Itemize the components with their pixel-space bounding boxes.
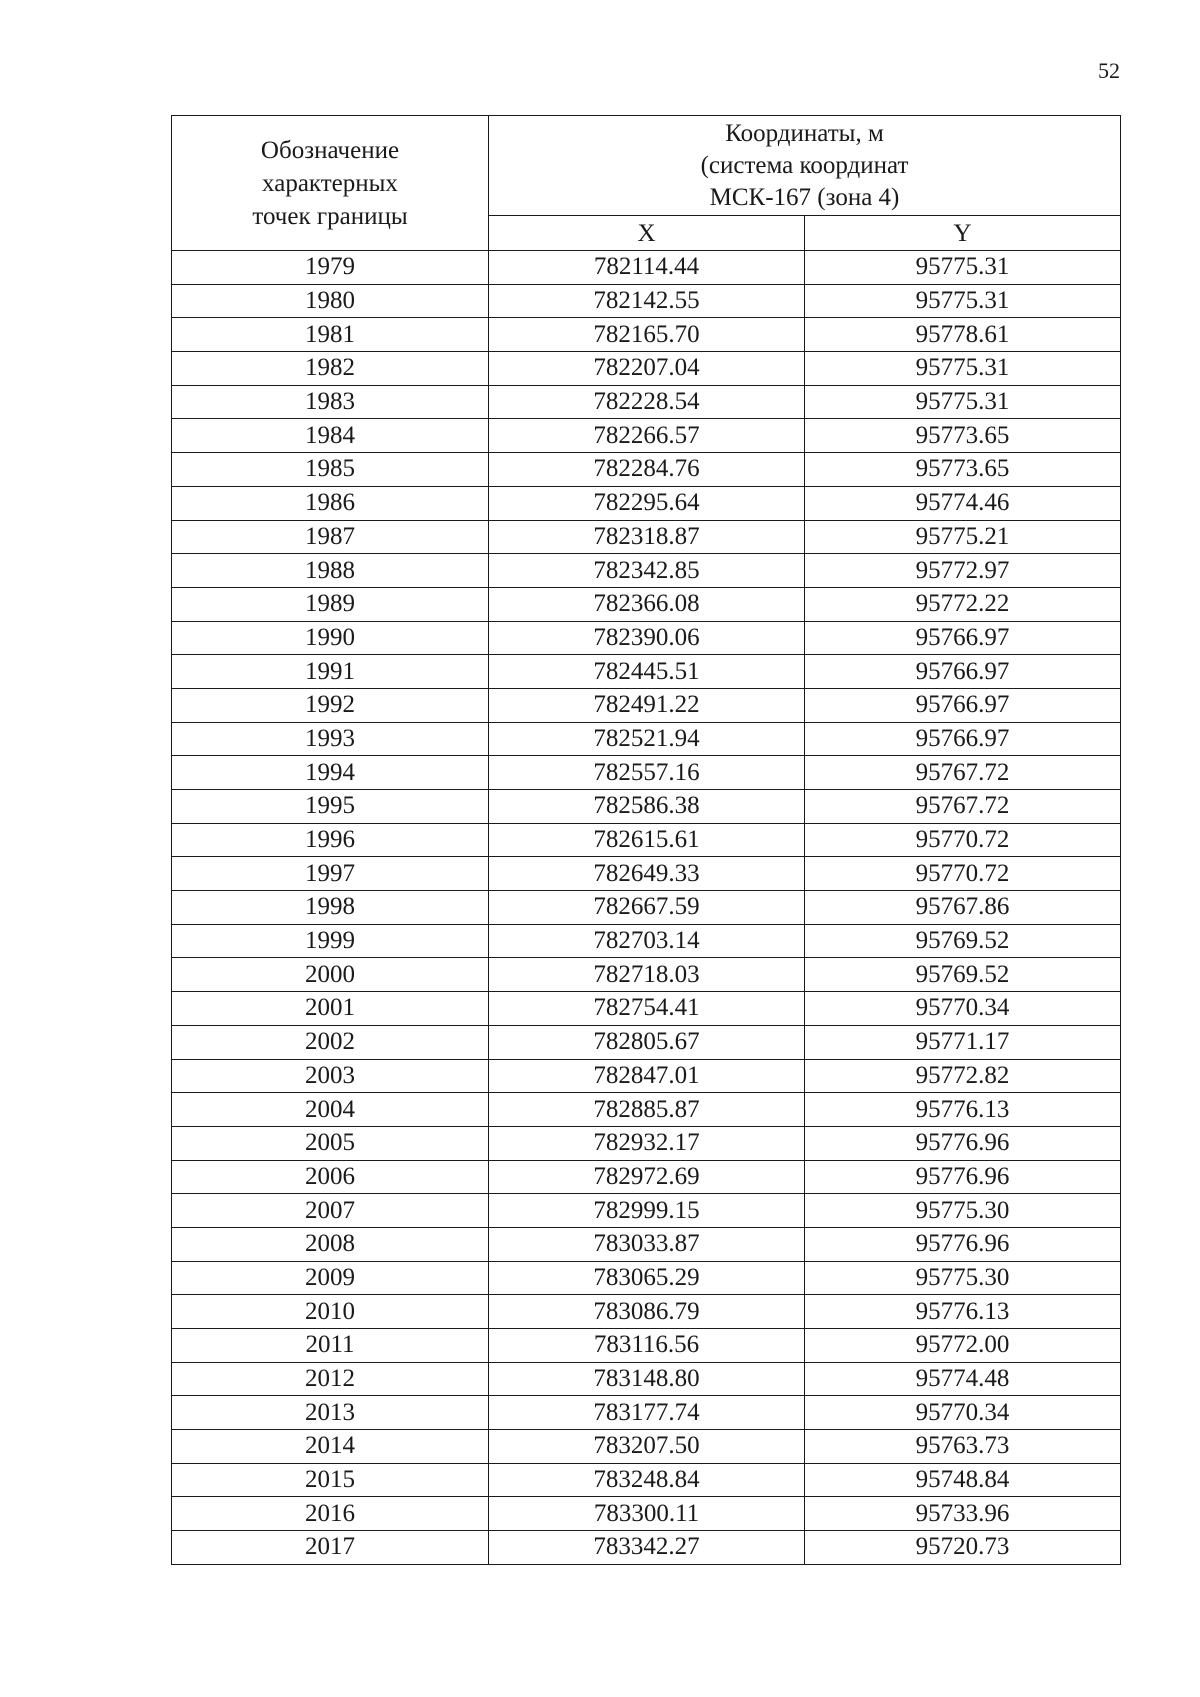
point-id-cell: 1988: [172, 554, 489, 588]
table-header: [172, 116, 1121, 251]
table-row: [172, 756, 1121, 790]
table-row: [172, 352, 1121, 386]
x-coordinate-cell: 782932.17: [489, 1126, 805, 1160]
x-coordinate-cell: 782491.22: [489, 688, 805, 722]
table-row: [172, 1160, 1121, 1194]
y-coordinate-cell: 95769.52: [805, 958, 1121, 992]
table-row: [172, 1497, 1121, 1531]
x-coordinate-cell: 782667.59: [489, 891, 805, 925]
x-coordinate-cell: 783177.74: [489, 1396, 805, 1430]
x-coordinate-cell: 782342.85: [489, 554, 805, 588]
table-row: [172, 924, 1121, 958]
table-row: [172, 823, 1121, 857]
table-row: [172, 790, 1121, 824]
x-coordinate-cell: 783086.79: [489, 1295, 805, 1329]
point-id-cell: 2012: [172, 1362, 489, 1396]
x-column-header: X: [489, 216, 805, 251]
coordinates-header: [489, 116, 1121, 216]
x-coordinate-cell: 782557.16: [489, 756, 805, 790]
table-row: [172, 520, 1121, 554]
y-coordinate-cell: 95775.31: [805, 284, 1121, 318]
table-row: [172, 419, 1121, 453]
x-coordinate-cell: 782885.87: [489, 1093, 805, 1127]
table-row: [172, 1227, 1121, 1261]
point-id-cell: 1987: [172, 520, 489, 554]
y-coordinate-cell: 95770.34: [805, 992, 1121, 1026]
table-row: [172, 251, 1121, 285]
y-coordinate-cell: 95767.86: [805, 891, 1121, 925]
x-coordinate-cell: 782615.61: [489, 823, 805, 857]
x-coordinate-cell: 782999.15: [489, 1194, 805, 1228]
x-coordinate-cell: 783342.27: [489, 1531, 805, 1565]
table-row: [172, 621, 1121, 655]
y-coordinate-cell: 95775.21: [805, 520, 1121, 554]
x-coordinate-cell: 782847.01: [489, 1059, 805, 1093]
table-row: [172, 1194, 1121, 1228]
point-id-cell: 1983: [172, 385, 489, 419]
y-coordinate-cell: 95766.97: [805, 688, 1121, 722]
y-coordinate-cell: 95771.17: [805, 1025, 1121, 1059]
point-id-cell: 1999: [172, 924, 489, 958]
x-coordinate-cell: 782703.14: [489, 924, 805, 958]
point-designation-header: [172, 116, 489, 251]
point-id-cell: 2000: [172, 958, 489, 992]
table-row: [172, 891, 1121, 925]
x-coordinate-cell: 782754.41: [489, 992, 805, 1026]
point-id-cell: 1995: [172, 790, 489, 824]
x-coordinate-cell: 782207.04: [489, 352, 805, 386]
y-coordinate-cell: 95748.84: [805, 1463, 1121, 1497]
table-row: [172, 722, 1121, 756]
y-coordinate-cell: 95733.96: [805, 1497, 1121, 1531]
y-coordinate-cell: 95776.13: [805, 1093, 1121, 1127]
x-coordinate-cell: 782366.08: [489, 587, 805, 621]
x-coordinate-cell: 783148.80: [489, 1362, 805, 1396]
x-coordinate-cell: 782586.38: [489, 790, 805, 824]
y-coordinate-cell: 95773.65: [805, 419, 1121, 453]
coords-header-line: Координаты, м: [725, 119, 884, 147]
table-row: [172, 1059, 1121, 1093]
x-coordinate-cell: 782318.87: [489, 520, 805, 554]
y-coordinate-cell: 95763.73: [805, 1430, 1121, 1464]
y-coordinate-cell: 95770.72: [805, 857, 1121, 891]
x-coordinate-cell: 782718.03: [489, 958, 805, 992]
point-id-cell: 2006: [172, 1160, 489, 1194]
y-coordinate-cell: 95776.96: [805, 1160, 1121, 1194]
y-coordinate-cell: 95767.72: [805, 756, 1121, 790]
y-coordinate-cell: 95776.96: [805, 1126, 1121, 1160]
point-id-cell: 2017: [172, 1531, 489, 1565]
coordinates-table: [171, 115, 1121, 1565]
y-coordinate-cell: 95775.31: [805, 385, 1121, 419]
y-coordinate-cell: 95775.31: [805, 352, 1121, 386]
y-coordinate-cell: 95772.97: [805, 554, 1121, 588]
table-row: [172, 1329, 1121, 1363]
point-id-cell: 1981: [172, 318, 489, 352]
y-coordinate-cell: 95770.72: [805, 823, 1121, 857]
x-coordinate-cell: 782295.64: [489, 486, 805, 520]
table-row: [172, 1093, 1121, 1127]
point-id-cell: 1984: [172, 419, 489, 453]
point-id-cell: 1979: [172, 251, 489, 285]
y-coordinate-cell: 95766.97: [805, 722, 1121, 756]
table-row: [172, 1126, 1121, 1160]
x-coordinate-cell: 782390.06: [489, 621, 805, 655]
table-row: [172, 992, 1121, 1026]
point-id-cell: 2001: [172, 992, 489, 1026]
x-coordinate-cell: 782142.55: [489, 284, 805, 318]
table-row: [172, 486, 1121, 520]
x-coordinate-cell: 782972.69: [489, 1160, 805, 1194]
point-id-cell: 2011: [172, 1329, 489, 1363]
x-coordinate-cell: 782521.94: [489, 722, 805, 756]
table-row: [172, 1430, 1121, 1464]
point-id-cell: 2009: [172, 1261, 489, 1295]
coords-header-line: (система координат: [700, 151, 909, 179]
x-coordinate-cell: 782445.51: [489, 655, 805, 689]
point-id-cell: 1993: [172, 722, 489, 756]
x-coordinate-cell: 783116.56: [489, 1329, 805, 1363]
table-row: [172, 1463, 1121, 1497]
y-coordinate-cell: 95773.65: [805, 453, 1121, 487]
table-body: [172, 251, 1121, 1565]
point-id-cell: 2010: [172, 1295, 489, 1329]
y-coordinate-cell: 95774.48: [805, 1362, 1121, 1396]
x-coordinate-cell: 783033.87: [489, 1227, 805, 1261]
y-coordinate-cell: 95720.73: [805, 1531, 1121, 1565]
x-coordinate-cell: 783065.29: [489, 1261, 805, 1295]
point-id-cell: 2005: [172, 1126, 489, 1160]
point-header-line: характерных: [262, 169, 398, 197]
x-coordinate-cell: 783248.84: [489, 1463, 805, 1497]
table-row: [172, 1362, 1121, 1396]
y-coordinate-cell: 95775.30: [805, 1261, 1121, 1295]
point-id-cell: 1996: [172, 823, 489, 857]
table-row: [172, 284, 1121, 318]
y-coordinate-cell: 95766.97: [805, 655, 1121, 689]
point-header-line: точек границы: [252, 202, 408, 230]
table-row: [172, 453, 1121, 487]
point-id-cell: 1994: [172, 756, 489, 790]
x-coordinate-cell: 783300.11: [489, 1497, 805, 1531]
table-row: [172, 857, 1121, 891]
y-column-header: Y: [805, 216, 1121, 251]
table-row: [172, 1261, 1121, 1295]
table-row: [172, 318, 1121, 352]
point-id-cell: 2013: [172, 1396, 489, 1430]
table-row: [172, 655, 1121, 689]
point-id-cell: 2003: [172, 1059, 489, 1093]
point-id-cell: 2008: [172, 1227, 489, 1261]
point-id-cell: 2004: [172, 1093, 489, 1127]
point-header-line: Обозначение: [260, 136, 400, 164]
x-coordinate-cell: 782165.70: [489, 318, 805, 352]
y-coordinate-cell: 95772.22: [805, 587, 1121, 621]
point-id-cell: 1998: [172, 891, 489, 925]
point-id-cell: 1982: [172, 352, 489, 386]
point-id-cell: 1989: [172, 587, 489, 621]
table-row: [172, 688, 1121, 722]
table-row: [172, 587, 1121, 621]
x-coordinate-cell: 782284.76: [489, 453, 805, 487]
x-coordinate-cell: 782228.54: [489, 385, 805, 419]
point-id-cell: 1997: [172, 857, 489, 891]
coords-header-line: МСК-167 (зона 4): [709, 183, 900, 211]
point-id-cell: 1990: [172, 621, 489, 655]
page-number: 52: [1098, 58, 1120, 83]
y-coordinate-cell: 95772.00: [805, 1329, 1121, 1363]
table-row: [172, 1531, 1121, 1565]
point-id-cell: 1992: [172, 688, 489, 722]
y-coordinate-cell: 95770.34: [805, 1396, 1121, 1430]
y-coordinate-cell: 95769.52: [805, 924, 1121, 958]
table-row: [172, 385, 1121, 419]
y-coordinate-cell: 95775.30: [805, 1194, 1121, 1228]
point-id-cell: 1980: [172, 284, 489, 318]
y-coordinate-cell: 95778.61: [805, 318, 1121, 352]
table-row: [172, 1396, 1121, 1430]
table-row: [172, 1025, 1121, 1059]
y-coordinate-cell: 95772.82: [805, 1059, 1121, 1093]
point-id-cell: 1991: [172, 655, 489, 689]
x-coordinate-cell: 782649.33: [489, 857, 805, 891]
point-id-cell: 2015: [172, 1463, 489, 1497]
x-coordinate-cell: 782266.57: [489, 419, 805, 453]
point-id-cell: 2002: [172, 1025, 489, 1059]
x-coordinate-cell: 782805.67: [489, 1025, 805, 1059]
y-coordinate-cell: 95776.96: [805, 1227, 1121, 1261]
x-coordinate-cell: 783207.50: [489, 1430, 805, 1464]
x-coordinate-cell: 782114.44: [489, 251, 805, 285]
table-row: [172, 554, 1121, 588]
y-coordinate-cell: 95775.31: [805, 251, 1121, 285]
y-coordinate-cell: 95776.13: [805, 1295, 1121, 1329]
table-row: [172, 958, 1121, 992]
point-id-cell: 2016: [172, 1497, 489, 1531]
y-coordinate-cell: 95766.97: [805, 621, 1121, 655]
point-id-cell: 2014: [172, 1430, 489, 1464]
table-row: [172, 1295, 1121, 1329]
point-id-cell: 1986: [172, 486, 489, 520]
y-coordinate-cell: 95774.46: [805, 486, 1121, 520]
point-id-cell: 2007: [172, 1194, 489, 1228]
point-id-cell: 1985: [172, 453, 489, 487]
y-coordinate-cell: 95767.72: [805, 790, 1121, 824]
